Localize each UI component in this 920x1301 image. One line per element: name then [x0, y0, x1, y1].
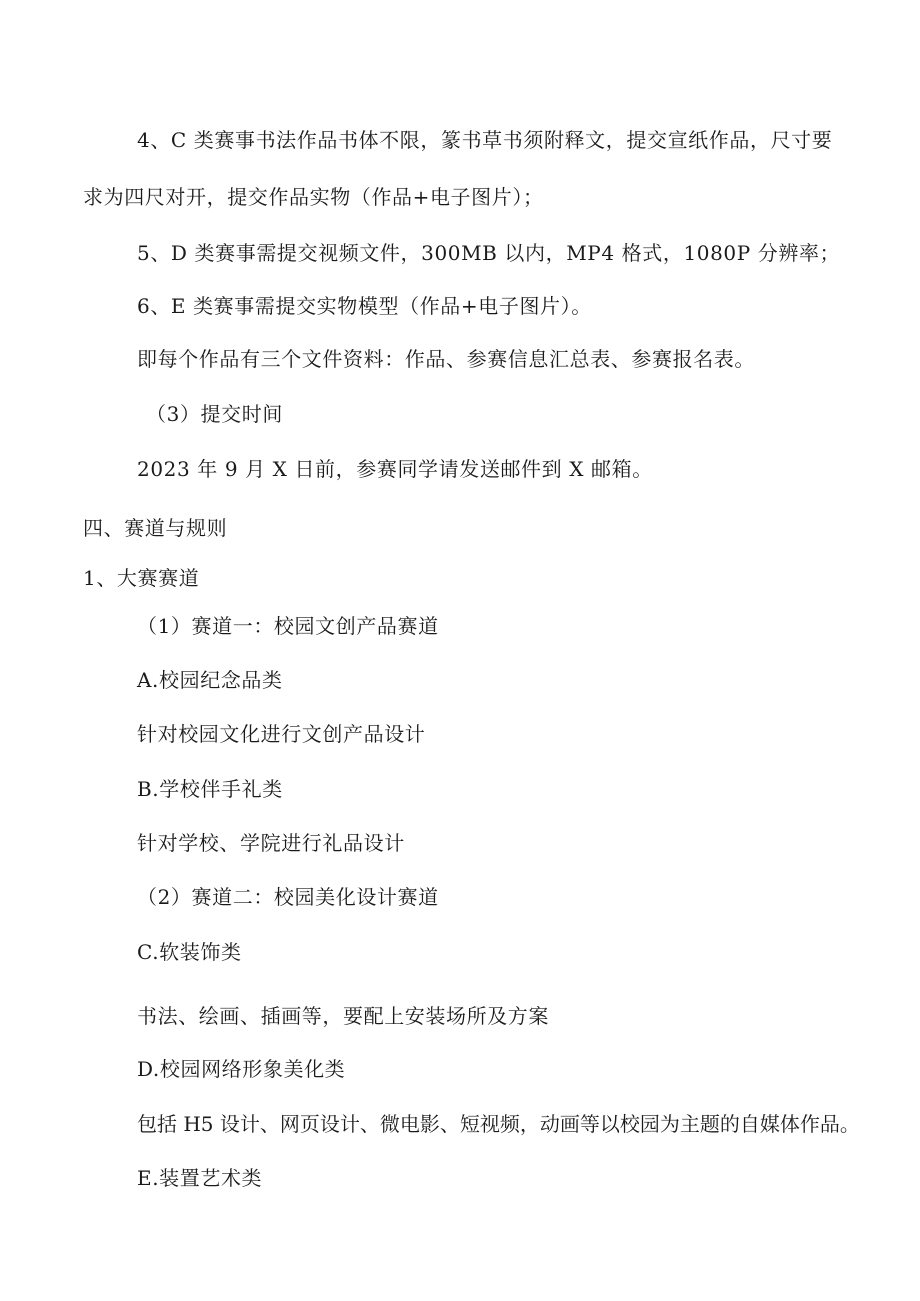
paragraph-line: 5、D 类赛事需提交视频文件，300MB 以内，MP4 格式，1080P 分辨率； — [137, 241, 841, 265]
paragraph-line: 书法、绘画、插画等，要配上安装场所及方案 — [137, 1004, 549, 1028]
category-heading: B.学校伴手礼类 — [137, 777, 283, 801]
track-heading: （2）赛道二：校园美化设计赛道 — [137, 885, 439, 909]
paragraph-line: 2023 年 9 月 X 日前，参赛同学请发送邮件到 X 邮箱。 — [137, 457, 653, 481]
paragraph-line: 求为四尺对开，提交作品实物（作品+电子图片）； — [83, 185, 544, 209]
paragraph-line: 包括 H5 设计、网页设计、微电影、短视频，动画等以校园为主题的自媒体作品。 — [137, 1112, 860, 1136]
subsection-heading: 1、大赛赛道 — [83, 566, 200, 590]
paragraph-line: 6、E 类赛事需提交实物模型（作品+电子图片）。 — [137, 294, 592, 318]
paragraph-line: 针对学校、学院进行礼品设计 — [137, 831, 405, 855]
paragraph-line: 即每个作品有三个文件资料：作品、参赛信息汇总表、参赛报名表。 — [137, 347, 755, 371]
track-heading: （1）赛道一：校园文创产品赛道 — [137, 614, 439, 638]
paragraph-line: 针对校园文化进行文创产品设计 — [137, 722, 426, 746]
category-heading: C.软装饰类 — [137, 940, 242, 964]
category-heading: A.校园纪念品类 — [137, 668, 283, 692]
section-heading: 四、赛道与规则 — [83, 516, 228, 540]
category-heading: E.装置艺术类 — [137, 1166, 263, 1190]
section-subheading: （3）提交时间 — [146, 402, 283, 426]
category-heading: D.校园网络形象美化类 — [137, 1057, 346, 1081]
paragraph-line: 4、C 类赛事书法作品书体不限，篆书草书须附释文，提交宣纸作品，尺寸要 — [137, 128, 833, 152]
